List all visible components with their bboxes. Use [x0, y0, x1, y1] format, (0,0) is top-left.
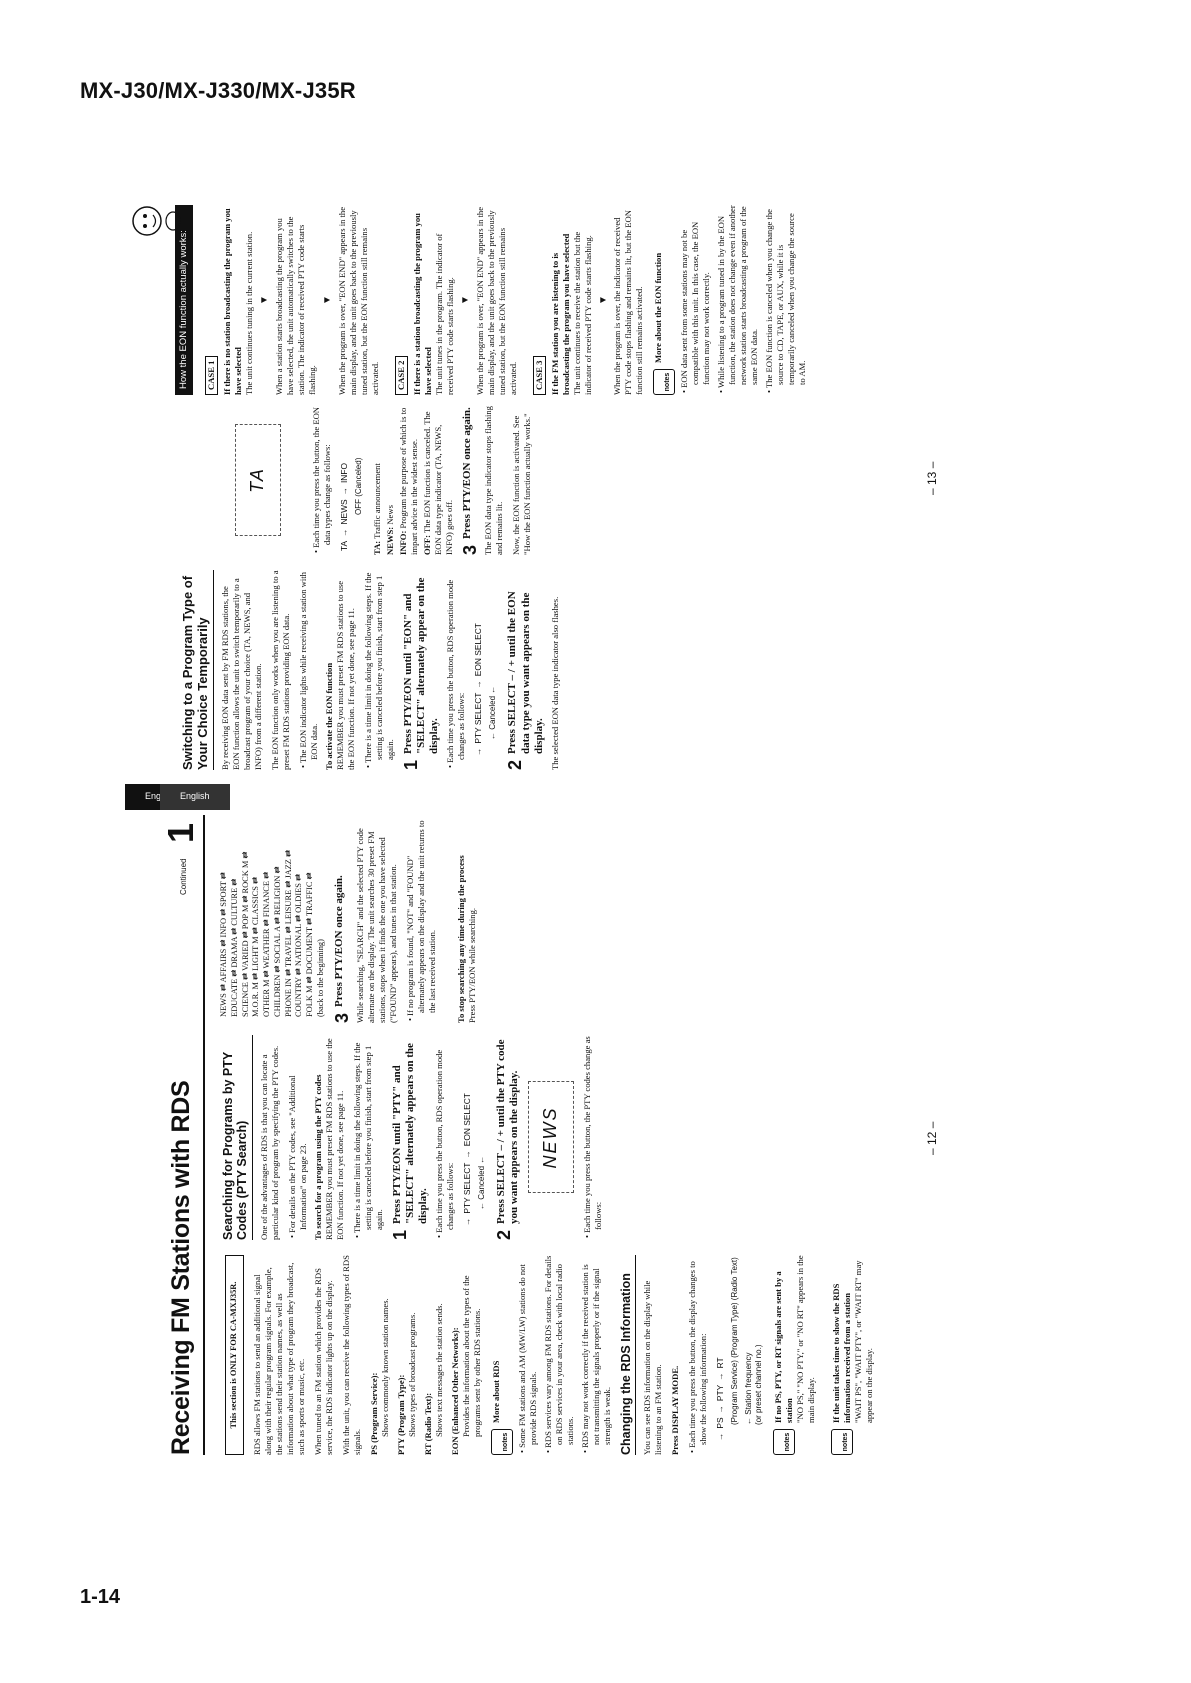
eon-type-list	[372, 405, 455, 555]
step-number: 2	[505, 759, 526, 770]
eon-flow-note: • Each time you press the button, the EON data types change as follows:	[311, 407, 332, 553]
notes-icon: notes	[831, 1429, 853, 1455]
flow-item: INFO	[339, 463, 349, 484]
notes-title: If no PS, PTY, or RT signals are sent by a station	[772, 1271, 794, 1423]
case-title: If there is a station broadcasting the program you have selected	[411, 213, 433, 395]
step-note: • Each time you press the button, RDS operation mode changes as follows:	[445, 579, 467, 768]
step-note: • Each time you press the button, RDS operation mode changes as follows:	[434, 1049, 456, 1238]
flow-item: RT	[715, 1357, 726, 1369]
eon-intro: By receiving EON data sent by FM RDS stations, the EON function allows the unit to switch temporarily to a broadcast program of your choice (TA, NEWS, and INFO) from a different station.	[219, 578, 263, 770]
signal-desc: Provides the information about the types of the programs sent by other RDS stations.	[460, 1275, 482, 1437]
lcd-display: TA	[235, 424, 281, 536]
step-text: Press PTY/EON once again.	[332, 875, 345, 1007]
display-flow: → PS → PTY → RT	[715, 1357, 726, 1441]
flow-item: PS	[715, 1417, 726, 1429]
page-number-left: – 12 –	[925, 1121, 939, 1155]
search-how-title: To search for a program using the PTY codes	[312, 1074, 323, 1240]
eon-type-item: INFO: Program the purpose of which is to impart advice in the widest sense.	[397, 407, 419, 555]
notes-icon: notes	[491, 1429, 513, 1455]
eon-flow-off: OFF (Canceled)	[353, 457, 363, 515]
flow-item: PTY SELECT	[462, 1162, 473, 1214]
pty-code-line: SCIENCE ⇄ VARIED ⇄ POP M ⇄ ROCK M ⇄	[240, 851, 250, 1017]
only-for-note: This section is ONLY FOR CA-MXJ35R.	[225, 1255, 244, 1455]
notes-item: • RDS may not work correctly if the received station is not transmitting the signals properly or if the signal strength is weak.	[579, 1264, 612, 1453]
case-label: CASE 3	[533, 356, 546, 395]
arrow-down-icon: ▼	[597, 295, 609, 305]
mode-flow: → PTY SELECT → EON SELECT	[462, 1093, 473, 1226]
step-number: 3	[331, 1012, 352, 1023]
rds-receive: With the unit, you can receive the following types of RDS signals.	[340, 1255, 362, 1455]
eon-flow: TA → NEWS → INFO	[339, 463, 349, 551]
flow-item: EON SELECT	[473, 623, 484, 677]
case-text: The unit continues tuning in the current station.	[244, 231, 255, 395]
arrow-down-icon: ▼	[321, 295, 333, 305]
page-number-right: – 13 –	[925, 461, 939, 495]
step-text: Press PTY/EON once again.	[460, 407, 473, 539]
pty-code-line: EDUCATE ⇄ DRAMA ⇄ CULTURE ⇄	[229, 878, 239, 1017]
notes-text: "WAIT PS", "WAIT PTY", or "WAIT RT" may appear on the display.	[852, 1260, 874, 1423]
left-column-1	[215, 1255, 885, 1455]
station-frequency: ← Station frequency (or preset channel no.)	[744, 1344, 764, 1425]
stop-title: To stop searching any time during the process	[455, 855, 466, 1023]
step-number: 3	[459, 544, 480, 555]
display-note: • Each time you press the button, the display changes to show the following information:	[687, 1261, 709, 1453]
eon-type-item: NEWS: News	[384, 505, 395, 555]
flow-item: NEWS	[339, 499, 349, 525]
manual-spread	[160, 195, 945, 1455]
display-flow-sub: (Program Service) (Program Type) (Radio Text)	[729, 1257, 739, 1425]
how-eon-works-header: How the EON function actually works:	[175, 205, 193, 395]
step-1	[391, 1035, 431, 1240]
case-text: The unit continues to receive the station but the indicator of received PTY code starts flashing.	[571, 231, 593, 395]
step-3	[461, 405, 479, 555]
search-intro: One of the advantages of RDS is that you can locate a particular kind of program by specifying the PTY codes.	[258, 1045, 280, 1240]
signal-term: RT (Radio Text):	[422, 1392, 433, 1455]
step-text: Press SELECT – / + until the EON data type you want appears on the display.	[506, 591, 545, 754]
left-column-3	[215, 818, 484, 1023]
eon-intro-3: • The EON indicator lights while receiving a station with EON data.	[297, 572, 319, 768]
page-title: Receiving FM Stations with RDS	[167, 1080, 195, 1455]
signal-desc: Shows commonly known station names.	[379, 1298, 390, 1437]
eon-type-item: OFF: The EON function is canceled. The EON data type indicator (TA, NEWS, INFO) goes off.	[421, 411, 454, 555]
step-number: 1	[389, 1229, 410, 1240]
activate-title: To activate the EON function	[323, 662, 334, 770]
step-3-text: The EON data type indicator stops flashing and remains lit.	[482, 406, 504, 555]
notes-title: More about the EON function	[653, 252, 664, 363]
search-limit: • There is a time limit in doing the following steps. If the setting is canceled before you finish, start from step 1 again.	[351, 1042, 384, 1238]
eon-type-item: TA: Traffic announcement	[371, 463, 382, 555]
flow-item: PTY	[715, 1384, 726, 1402]
case-text: When a station starts broadcasting the program you have selected, the unit automatically switches to the station. The indicator of received PTY code starts flashing.	[273, 216, 317, 395]
signal-term: PS (Program Service):	[368, 1372, 379, 1455]
signal-desc: Shows types of broadcast programs.	[406, 1312, 417, 1437]
lcd-display: NEWS	[528, 1082, 574, 1194]
notes-item: • While listening to a program tuned in by the EON function, the station does not change even if another network station starts broadcasting a program of the same EON data.	[716, 205, 760, 393]
notes-icon: notes	[773, 1429, 795, 1455]
language-tab: English	[160, 784, 230, 810]
notes-block	[773, 1255, 823, 1455]
changing-intro: You can see RDS information on the display while listening to an FM station.	[642, 1280, 664, 1455]
page-footer-number: 1-14	[80, 1586, 121, 1608]
continued-label: Continued	[179, 858, 188, 895]
activate-limit: • There is a time limit in doing the following steps. If the setting is canceled before you finish, start from step 1 again.	[362, 572, 395, 768]
notes-item: • EON data sent from some stations may not be compatible with this unit. In this case, the EON function may not work correctly.	[679, 221, 712, 393]
notes-block	[831, 1255, 881, 1455]
step-3-text-2: Now, the EON function is activated. See "How the EON function actually works."	[510, 413, 532, 555]
notes-item: • Some FM stations and AM (MW/LW) stations do not provide RDS signals.	[516, 1264, 538, 1453]
section-heading: Searching for Programs by PTY Codes (PTY Search)	[221, 1035, 253, 1240]
signal-desc: Shows text messages the station sends.	[433, 1303, 444, 1437]
chapter-number: 1	[160, 822, 201, 843]
search-how: REMEMBER you must preset FM RDS stations to use the EON function. If not yet done, see page 11.	[323, 1038, 345, 1240]
notes-block	[491, 1255, 513, 1455]
section-heading: Changing the RDS Information	[619, 1255, 636, 1455]
signal-term: PTY (Program Type):	[395, 1374, 406, 1455]
right-column-3	[175, 205, 812, 395]
pty-code-line: CHILDREN ⇄ SOCIAL A ⇄ RELIGION ⇄	[272, 866, 282, 1017]
mode-flow-cancel: ← Canceled ←	[488, 685, 498, 740]
notes-item: • RDS services vary among FM RDS stations. For details on RDS services in your area, check with local radio stations.	[542, 1255, 575, 1453]
case-text: The unit tunes in the program. The indicator of received PTY code starts flashing.	[433, 233, 455, 395]
flow-item: PTY SELECT	[473, 692, 484, 744]
arrow-down-icon: ▼	[459, 295, 471, 305]
case-text: When the program is over, "EON END" appears in the main display, and the unit goes back to the previously tuned station, but the EON function still remains activated.	[474, 206, 518, 395]
case-label: CASE 1	[205, 356, 218, 395]
right-column-1	[175, 570, 567, 770]
step-3-bullet: • If no program is found, "NOT" and "FOUND" alternately appears on the display and the unit returns to the last received station.	[404, 820, 437, 1021]
step-number: 1	[400, 759, 421, 770]
step-number: 2	[494, 1229, 515, 1240]
press-display: Press DISPLAY MODE.	[670, 1365, 681, 1455]
pty-code-line: COUNTRY ⇄ NATIONAL ⇄ OLDIES ⇄	[294, 873, 304, 1017]
step-text: Press PTY/EON until "PTY" and "SELECT" alternately appears on the display.	[390, 1043, 430, 1224]
step-3	[333, 818, 351, 1023]
search-details: • For details on the PTY codes, see "Additional Information" on page 23.	[286, 1075, 308, 1238]
model-title: MX-J30/MX-J330/MX-J35R	[80, 78, 356, 103]
pty-code-line: M.O.R. M ⇄ LIGHT M ⇄ CLASSICS ⇄	[251, 876, 261, 1017]
step-3-text: While searching, "SEARCH" and the selected PTY code alternate on the display. The unit searches 30 preset FM stations, stops when it finds the one you have selected ("FOUND" appears), and tunes in that station.	[354, 828, 398, 1023]
arrow-down-icon: ▼	[259, 295, 271, 305]
step-text: Press PTY/EON until "EON" and "SELECT" alternately appear on the display.	[401, 577, 441, 754]
step-2	[495, 1035, 521, 1240]
signal-term: EON (Enhanced Other Networks):	[449, 1327, 460, 1455]
case-text: When the program is over, "EON END" appears in the main display, and the unit goes back to the previously tuned station, but the EON function still remains activated.	[336, 206, 380, 395]
rds-intro: RDS allows FM stations to send an additional signal along with their regular program signals. For example, the stations send their station names, as well as information about what type of program they broadcast, such as sports or music, etc.	[251, 1262, 306, 1455]
notes-block	[653, 205, 675, 395]
title-rule	[203, 815, 205, 1455]
pty-code-line: FOLK M ⇄ DOCUMENT ⇄ TRAFFIC ⇄	[305, 872, 314, 1017]
notes-item: • The EON function is canceled when you change the source to CD, TAPE, or AUX, while it is temporarily canceled when you change the source to AM.	[764, 209, 808, 393]
notes-icon: notes	[653, 369, 675, 395]
case-text: When the program is over, the indicator of received PTY code stops flashing and remains lit, but the EON function still remains activated.	[612, 210, 645, 395]
pty-code-line: OTHER M ⇄ WEATHER ⇄ FINANCE ⇄	[262, 871, 271, 1017]
case-title: If there is no station broadcasting the program you have selected	[222, 208, 244, 395]
section-heading: Switching to a Program Type of Your Choice Temporarily	[181, 570, 214, 770]
activate-text: REMEMBER you must preset FM RDS stations to use the EON function. If not yet done, see page 11.	[334, 580, 356, 770]
case-label: CASE 2	[395, 356, 408, 395]
eon-intro-2: The EON function only works when you are listening to a preset FM RDS stations providing EON data.	[269, 570, 291, 770]
notes-text: "NO PS," "NO PTY," or "NO RT" appears in the main display.	[794, 1255, 816, 1423]
mode-flow-cancel: ← Canceled ←	[477, 1155, 487, 1210]
step-2-note: The selected EON data type indicator also flashes.	[549, 596, 560, 770]
pty-code-line: (back to the beginning)	[315, 939, 325, 1017]
step-2	[506, 570, 546, 770]
left-column-2	[215, 1035, 608, 1240]
flow-item: TA	[339, 540, 349, 551]
step-1	[402, 570, 442, 770]
step-text: Press SELECT – / + until the PTY code you want appears on the display.	[495, 1039, 521, 1224]
step-note: • Each time you press the button, the PTY codes change as follows:	[581, 1036, 603, 1238]
mode-flow: → PTY SELECT → EON SELECT	[473, 623, 484, 756]
pty-code-list	[219, 818, 327, 1017]
case-title: If the FM station you are listening to is broadcasting the program you have selected	[549, 233, 571, 395]
pty-code-line: PHONE IN ⇄ TRAVEL ⇄ LEISURE ⇄ JAZZ ⇄	[283, 849, 293, 1017]
right-column-2	[175, 405, 539, 555]
notes-title: More about RDS	[490, 1360, 501, 1423]
mascot-icon	[125, 199, 185, 243]
notes-title: If the unit takes time to show the RDS information received from a station	[830, 1283, 852, 1423]
rds-tuned: When tuned to an FM station which provides the RDS service, the RDS indicator lights up on the display.	[312, 1268, 334, 1455]
pty-code-line: NEWS ⇄ AFFAIRS ⇄ INFO ⇄ SPORT ⇄	[219, 872, 228, 1017]
flow-item: EON SELECT	[462, 1093, 473, 1147]
stop-text: Press PTY/EON while searching.	[466, 907, 477, 1023]
